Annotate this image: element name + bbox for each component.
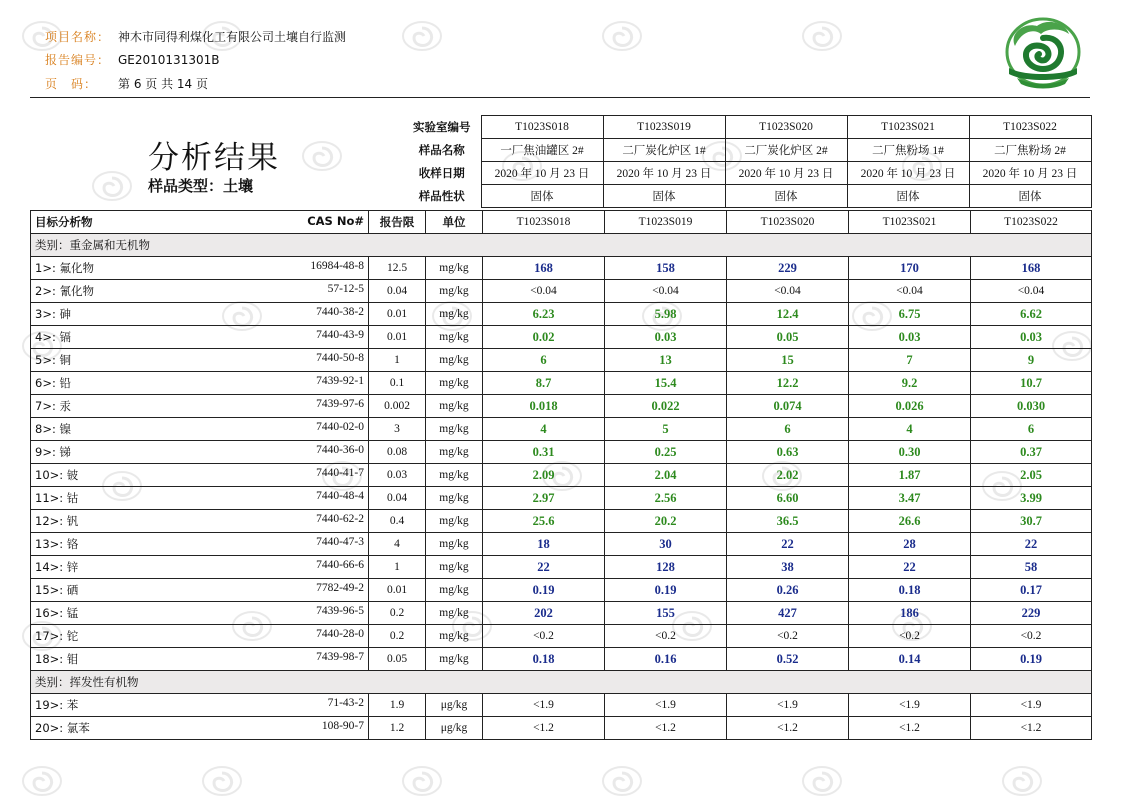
result-value: 12.4 [727, 303, 849, 326]
result-value: 0.16 [605, 648, 727, 671]
result-value: 2.09 [483, 464, 605, 487]
analyte-name: 4>: 镉 [35, 330, 71, 344]
analyte-name: 3>: 砷 [35, 307, 71, 321]
result-value: 9 [971, 349, 1092, 372]
result-value: 0.05 [727, 326, 849, 349]
project-line [45, 30, 346, 44]
result-value: 0.018 [483, 395, 605, 418]
sample-id-header: T1023S022 [971, 211, 1092, 234]
report-limit: 1.9 [369, 694, 426, 717]
cas-number: 7440-66-6 [316, 559, 364, 571]
result-value: 28 [849, 533, 971, 556]
result-value: 26.6 [849, 510, 971, 533]
sample-info-value: T1023S021 [847, 116, 969, 139]
result-value: <1.9 [483, 694, 605, 717]
result-value: 9.2 [849, 372, 971, 395]
category-row [31, 234, 1092, 257]
sample-info-row [403, 162, 1091, 185]
result-value: 22 [727, 533, 849, 556]
result-value: <1.9 [605, 694, 727, 717]
project-label: 项目名称： [45, 30, 111, 44]
result-value: 0.30 [849, 441, 971, 464]
result-value: 12.2 [727, 372, 849, 395]
table-row [31, 303, 1092, 326]
sample-id-header: T1023S020 [727, 211, 849, 234]
unit: mg/kg [426, 395, 483, 418]
result-value: 0.022 [605, 395, 727, 418]
sample-info-value: T1023S019 [603, 116, 725, 139]
result-value: 1.87 [849, 464, 971, 487]
analyte-name: 1>: 氟化物 [35, 261, 94, 275]
result-value: <1.2 [483, 717, 605, 740]
analyte-name: 8>: 镍 [35, 422, 71, 436]
result-value: 6.75 [849, 303, 971, 326]
report-number-line [45, 53, 219, 67]
result-value: 6.60 [727, 487, 849, 510]
result-value: 170 [849, 257, 971, 280]
result-value: 13 [605, 349, 727, 372]
result-value: 0.25 [605, 441, 727, 464]
table-row [31, 510, 1092, 533]
report-limit: 0.2 [369, 625, 426, 648]
sample-id-header: T1023S018 [483, 211, 605, 234]
result-value: 229 [727, 257, 849, 280]
result-value: 4 [483, 418, 605, 441]
report-limit: 3 [369, 418, 426, 441]
result-value: <1.2 [727, 717, 849, 740]
sample-info-value: 二厂焦粉场 1# [847, 139, 969, 162]
result-value: 7 [849, 349, 971, 372]
report-limit: 0.002 [369, 395, 426, 418]
result-value: <0.2 [727, 625, 849, 648]
report-limit: 1 [369, 349, 426, 372]
unit: mg/kg [426, 602, 483, 625]
result-value: 0.31 [483, 441, 605, 464]
unit: mg/kg [426, 257, 483, 280]
cas-number: 71-43-2 [327, 697, 364, 709]
result-value: <0.04 [849, 280, 971, 303]
result-value: 0.02 [483, 326, 605, 349]
cas-number: 108-90-7 [321, 720, 364, 732]
sample-id-header: T1023S019 [605, 211, 727, 234]
cas-number: 7440-28-0 [316, 628, 364, 640]
result-value: 22 [483, 556, 605, 579]
cas-number: 7440-50-8 [316, 352, 364, 364]
result-value: 128 [605, 556, 727, 579]
result-value: 0.026 [849, 395, 971, 418]
table-row [31, 625, 1092, 648]
result-value: 0.63 [727, 441, 849, 464]
analyte-name: 16>: 锰 [35, 606, 79, 620]
results-table [30, 210, 1092, 740]
report-limit: 0.01 [369, 303, 426, 326]
table-row [31, 533, 1092, 556]
sample-info-value: 2020 年 10 月 23 日 [481, 162, 603, 185]
result-value: 6.62 [971, 303, 1092, 326]
watermark-logo-icon [90, 170, 134, 204]
table-row [31, 441, 1092, 464]
sample-info-value: 固体 [725, 185, 847, 208]
analyte-name: 12>: 钒 [35, 514, 79, 528]
sample-info-label: 实验室编号 [413, 120, 471, 134]
analyte-name: 17>: 铊 [35, 629, 79, 643]
cas-number: 7439-96-5 [316, 605, 364, 617]
table-row [31, 257, 1092, 280]
result-value: 229 [971, 602, 1092, 625]
analyte-name: 11>: 钴 [35, 491, 79, 505]
analyte-name: 15>: 硒 [35, 583, 79, 597]
result-value: 58 [971, 556, 1092, 579]
sample-info-value: 固体 [603, 185, 725, 208]
result-value: 427 [727, 602, 849, 625]
watermark-logo-icon [400, 20, 444, 54]
watermark-logo-icon [300, 140, 344, 174]
result-value: 2.02 [727, 464, 849, 487]
unit: mg/kg [426, 441, 483, 464]
result-value: 0.19 [605, 579, 727, 602]
unit: mg/kg [426, 533, 483, 556]
unit: μg/kg [426, 694, 483, 717]
result-value: 0.03 [849, 326, 971, 349]
table-row [31, 602, 1092, 625]
result-value: <1.2 [605, 717, 727, 740]
cas-number: 16984-48-8 [310, 260, 364, 272]
cas-number: 7440-38-2 [316, 306, 364, 318]
sample-info-value: 2020 年 10 月 23 日 [847, 162, 969, 185]
result-value: 15.4 [605, 372, 727, 395]
analyte-name: 14>: 锌 [35, 560, 79, 574]
result-value: 155 [605, 602, 727, 625]
result-value: 6 [483, 349, 605, 372]
sample-info-value: 二厂炭化炉区 1# [603, 139, 725, 162]
result-value: 0.18 [849, 579, 971, 602]
table-row [31, 349, 1092, 372]
table-row [31, 556, 1092, 579]
result-value: 168 [483, 257, 605, 280]
analyte-name: 5>: 铜 [35, 353, 71, 367]
report-limit: 12.5 [369, 257, 426, 280]
result-value: 6 [971, 418, 1092, 441]
table-row [31, 717, 1092, 740]
unit: mg/kg [426, 464, 483, 487]
result-value: 0.52 [727, 648, 849, 671]
category-label: 类别：挥发性有机物 [31, 671, 1092, 694]
result-value: 2.05 [971, 464, 1092, 487]
result-value: 30 [605, 533, 727, 556]
cas-number: 57-12-5 [327, 283, 364, 295]
sample-id-header: T1023S021 [849, 211, 971, 234]
result-value: <0.2 [483, 625, 605, 648]
sample-info-value: T1023S022 [969, 116, 1091, 139]
result-value: <1.2 [971, 717, 1092, 740]
page-line [45, 77, 208, 91]
header-rule [30, 97, 1090, 98]
result-value: 4 [849, 418, 971, 441]
watermark-logo-icon [600, 20, 644, 54]
result-value: 158 [605, 257, 727, 280]
result-value: 8.7 [483, 372, 605, 395]
analyte-name: 18>: 钼 [35, 652, 79, 666]
report-limit: 0.01 [369, 326, 426, 349]
result-value: <1.9 [971, 694, 1092, 717]
result-value: 186 [849, 602, 971, 625]
unit-header: 单位 [426, 211, 483, 234]
report-limit: 0.04 [369, 487, 426, 510]
sample-info-table [403, 115, 1092, 208]
unit: mg/kg [426, 303, 483, 326]
table-row [31, 694, 1092, 717]
sample-info-label: 样品性状 [418, 189, 465, 203]
unit: mg/kg [426, 556, 483, 579]
result-value: 6 [727, 418, 849, 441]
table-row [31, 326, 1092, 349]
result-value: 0.03 [605, 326, 727, 349]
cas-number: 7782-49-2 [316, 582, 364, 594]
sample-info-value: 固体 [969, 185, 1091, 208]
result-value: 0.18 [483, 648, 605, 671]
result-value: 30.7 [971, 510, 1092, 533]
watermark-logo-icon [800, 20, 844, 54]
table-row [31, 648, 1092, 671]
unit: μg/kg [426, 717, 483, 740]
sample-info-value: 2020 年 10 月 23 日 [969, 162, 1091, 185]
table-row [31, 487, 1092, 510]
cas-number: 7440-41-7 [316, 467, 364, 479]
result-value: <1.9 [727, 694, 849, 717]
report-limit: 1 [369, 556, 426, 579]
green-earth-swirl-logo-icon [1003, 16, 1083, 92]
report-limit: 0.01 [369, 579, 426, 602]
analyte-name: 20>: 氯苯 [35, 721, 90, 735]
result-value: <0.2 [849, 625, 971, 648]
sample-info-value: 固体 [481, 185, 603, 208]
result-value: 22 [971, 533, 1092, 556]
sample-info-label: 收样日期 [418, 166, 465, 180]
cas-number: 7440-62-2 [316, 513, 364, 525]
unit: mg/kg [426, 648, 483, 671]
sample-info-row [403, 116, 1091, 139]
report-limit: 0.04 [369, 280, 426, 303]
result-value: 6.23 [483, 303, 605, 326]
result-value: <1.2 [849, 717, 971, 740]
analyte-name: 19>: 苯 [35, 698, 79, 712]
project-value: 神木市同得利煤化工有限公司土壤自行监测 [118, 30, 347, 44]
result-value: <1.9 [849, 694, 971, 717]
limit-header: 报告限 [369, 211, 426, 234]
unit: mg/kg [426, 280, 483, 303]
result-value: <0.2 [605, 625, 727, 648]
sample-type: 样品类型：土壤 [148, 177, 254, 195]
cas-number: 7440-02-0 [316, 421, 364, 433]
category-row [31, 671, 1092, 694]
report-limit: 0.08 [369, 441, 426, 464]
analyte-name: 13>: 铬 [35, 537, 79, 551]
result-value: 0.074 [727, 395, 849, 418]
result-value: 15 [727, 349, 849, 372]
table-row [31, 418, 1092, 441]
result-value: 36.5 [727, 510, 849, 533]
sample-info-value: 二厂焦粉场 2# [969, 139, 1091, 162]
analyte-name: 7>: 汞 [35, 399, 71, 413]
report-limit: 0.05 [369, 648, 426, 671]
result-value: 20.2 [605, 510, 727, 533]
result-value: 22 [849, 556, 971, 579]
result-value: 3.99 [971, 487, 1092, 510]
result-value: 5.98 [605, 303, 727, 326]
sample-info-value: 二厂炭化炉区 2# [725, 139, 847, 162]
sample-info-row [403, 139, 1091, 162]
result-value: <0.04 [605, 280, 727, 303]
result-value: 25.6 [483, 510, 605, 533]
analyte-name: 10>: 铍 [35, 468, 79, 482]
report-limit: 0.1 [369, 372, 426, 395]
analyte-name: 9>: 锑 [35, 445, 71, 459]
analyte-name: 2>: 氰化物 [35, 284, 94, 298]
result-value: <0.04 [483, 280, 605, 303]
report-limit: 1.2 [369, 717, 426, 740]
page-label: 页 码： [45, 77, 98, 91]
report-number-value: GE2010131301B [118, 53, 220, 67]
result-value: 168 [971, 257, 1092, 280]
result-value: 0.26 [727, 579, 849, 602]
result-value: 0.37 [971, 441, 1092, 464]
table-row [31, 372, 1092, 395]
result-value: 38 [727, 556, 849, 579]
unit: mg/kg [426, 487, 483, 510]
unit: mg/kg [426, 579, 483, 602]
results-column-header [31, 211, 1092, 234]
page-value: 第 6 页 共 14 页 [118, 77, 208, 91]
result-value: 0.030 [971, 395, 1092, 418]
cas-number: 7440-47-3 [316, 536, 364, 548]
result-value: 0.19 [971, 648, 1092, 671]
result-value: 0.14 [849, 648, 971, 671]
analyte-name: 6>: 铅 [35, 376, 71, 390]
result-value: 0.03 [971, 326, 1092, 349]
page-title: 分析结果 [148, 140, 280, 176]
analyte-header: 目标分析物 [35, 215, 93, 229]
result-value: 0.19 [483, 579, 605, 602]
cas-number: 7439-92-1 [316, 375, 364, 387]
result-value: 10.7 [971, 372, 1092, 395]
cas-number: 7440-36-0 [316, 444, 364, 456]
sample-info-value: 固体 [847, 185, 969, 208]
unit: mg/kg [426, 510, 483, 533]
sample-info-value: T1023S018 [481, 116, 603, 139]
report-limit: 0.03 [369, 464, 426, 487]
sample-info-value: 2020 年 10 月 23 日 [603, 162, 725, 185]
category-label: 类别：重金属和无机物 [31, 234, 1092, 257]
result-value: 2.97 [483, 487, 605, 510]
cas-number: 7440-48-4 [316, 490, 364, 502]
sample-info-value: 2020 年 10 月 23 日 [725, 162, 847, 185]
sample-info-row [403, 185, 1091, 208]
unit: mg/kg [426, 326, 483, 349]
result-value: 202 [483, 602, 605, 625]
unit: mg/kg [426, 418, 483, 441]
unit: mg/kg [426, 372, 483, 395]
result-value: <0.04 [727, 280, 849, 303]
result-value: 2.56 [605, 487, 727, 510]
result-value: 5 [605, 418, 727, 441]
cas-number: 7439-97-6 [316, 398, 364, 410]
result-value: 2.04 [605, 464, 727, 487]
cas-header: CAS No# [307, 214, 364, 228]
result-value: <0.2 [971, 625, 1092, 648]
result-value: 18 [483, 533, 605, 556]
report-number-label: 报告编号： [45, 53, 111, 67]
report-limit: 4 [369, 533, 426, 556]
sample-info-value: T1023S020 [725, 116, 847, 139]
result-value: 3.47 [849, 487, 971, 510]
cas-number: 7440-43-9 [316, 329, 364, 341]
cas-number: 7439-98-7 [316, 651, 364, 663]
report-limit: 0.2 [369, 602, 426, 625]
table-row [31, 280, 1092, 303]
result-value: <0.04 [971, 280, 1092, 303]
unit: mg/kg [426, 349, 483, 372]
report-limit: 0.4 [369, 510, 426, 533]
sample-info-value: 一厂焦油罐区 2# [481, 139, 603, 162]
unit: mg/kg [426, 625, 483, 648]
sample-info-label: 样品名称 [418, 143, 465, 157]
table-row [31, 464, 1092, 487]
table-row [31, 579, 1092, 602]
table-row [31, 395, 1092, 418]
result-value: 0.17 [971, 579, 1092, 602]
